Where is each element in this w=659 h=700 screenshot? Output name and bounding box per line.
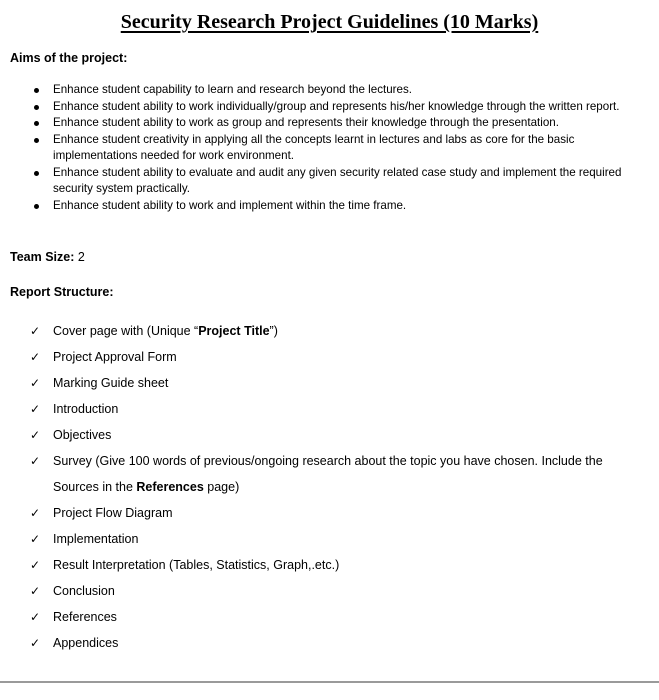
checkmark-icon: ✓	[30, 428, 41, 442]
report-item-flow-diagram	[0, 500, 659, 526]
aim-item	[0, 99, 659, 116]
report-item-text: ”)	[269, 324, 278, 338]
aim-text: Enhance student creativity in applying all the concepts learnt in lectures and labs as core for the basic implementations needed for work environment.	[53, 132, 575, 162]
bullet-icon	[34, 105, 39, 110]
aim-text: Enhance student ability to work and implement within the time frame.	[53, 198, 407, 212]
report-item-text: Result Interpretation (Tables, Statistics, Graph,.etc.)	[53, 558, 340, 572]
aim-text: Enhance student capability to learn and research beyond the lectures.	[53, 83, 412, 96]
report-item-text: page)	[203, 480, 240, 494]
checkmark-icon: ✓	[30, 324, 41, 338]
report-item-appendices	[0, 630, 659, 656]
report-item-introduction	[0, 396, 659, 422]
report-item-survey	[0, 448, 659, 500]
checkmark-icon: ✓	[30, 558, 41, 572]
report-item-text: Project Approval Form	[53, 350, 177, 364]
checkmark-icon: ✓	[30, 636, 41, 650]
report-item-text: Appendices	[53, 636, 119, 650]
report-item-implementation	[0, 526, 659, 552]
report-item-marking-guide	[0, 370, 659, 396]
report-item-text: Survey (Give 100 words of previous/ongoing research about the topic you have chosen. Include the Sources in the	[53, 454, 603, 494]
bottom-divider	[0, 681, 659, 683]
aim-item	[0, 165, 659, 198]
bullet-icon	[34, 121, 39, 126]
team-size-value: 2	[77, 250, 85, 264]
report-item-conclusion	[0, 578, 659, 604]
checkmark-icon: ✓	[30, 506, 41, 520]
aims-list	[0, 82, 659, 214]
report-item-text: Introduction	[53, 402, 119, 416]
aim-item	[0, 132, 659, 165]
report-item-text: Cover page with (Unique “	[53, 324, 199, 338]
aim-text: Enhance student ability to work as group and represents their knowledge through the presentation.	[53, 116, 559, 129]
bullet-icon	[34, 138, 39, 143]
checkmark-icon: ✓	[30, 584, 41, 598]
aim-text: Enhance student ability to evaluate and audit any given security related case study and implement the required security system practically.	[53, 165, 622, 195]
report-item-approval-form	[0, 344, 659, 370]
report-item-text: Conclusion	[53, 584, 115, 598]
references-emphasis: References	[136, 480, 204, 494]
bullet-icon	[34, 88, 39, 93]
aim-text: Enhance student ability to work individually/group and represents his/her knowledge through the written report.	[53, 99, 620, 113]
bullet-icon	[34, 171, 39, 176]
checkmark-icon: ✓	[30, 532, 41, 546]
team-size-label: Team Size:	[10, 250, 75, 264]
bullet-icon	[34, 204, 39, 209]
checkmark-icon: ✓	[30, 350, 41, 364]
report-item-result-interpretation	[0, 552, 659, 578]
aims-heading: Aims of the project:	[10, 51, 128, 65]
aim-item	[0, 82, 659, 99]
checkmark-icon: ✓	[30, 454, 41, 468]
report-item-cover-page	[0, 318, 659, 344]
report-structure-list	[0, 318, 659, 656]
report-item-text: Marking Guide sheet	[53, 376, 169, 390]
report-item-objectives	[0, 422, 659, 448]
report-item-references	[0, 604, 659, 630]
document-title: Security Research Project Guidelines (10 Marks)	[120, 11, 539, 33]
checkmark-icon: ✓	[30, 610, 41, 624]
aim-item	[0, 115, 659, 132]
checkmark-icon: ✓	[30, 376, 41, 390]
team-size	[10, 249, 85, 265]
report-item-text: References	[53, 610, 117, 624]
report-structure-heading: Report Structure:	[10, 285, 114, 299]
checkmark-icon: ✓	[30, 402, 41, 416]
project-title-emphasis: Project Title	[198, 324, 270, 338]
report-item-text: Implementation	[53, 532, 139, 546]
aim-item	[0, 198, 659, 215]
report-item-text: Project Flow Diagram	[53, 506, 173, 520]
report-item-text: Objectives	[53, 428, 112, 442]
